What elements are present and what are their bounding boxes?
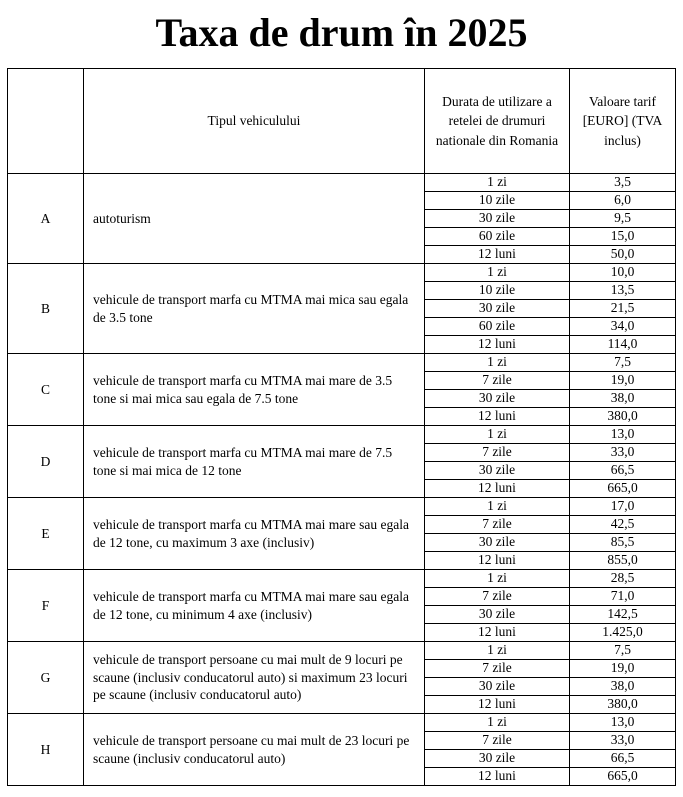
duration-value: 7 zile [425,516,570,534]
duration-value: 30 zile [425,606,570,624]
tariff-value: 142,5 [570,606,676,624]
duration-value: 1 zi [425,426,570,444]
tariff-value: 71,0 [570,588,676,606]
duration-value: 12 luni [425,768,570,786]
duration-value: 1 zi [425,264,570,282]
tariff-table [7,68,676,786]
category-letter: E [8,498,84,570]
duration-value: 1 zi [425,714,570,732]
category-letter: C [8,354,84,426]
tariff-value: 17,0 [570,498,676,516]
tariff-value: 38,0 [570,678,676,696]
table-row [8,174,676,192]
tariff-value: 66,5 [570,750,676,768]
tariff-value: 380,0 [570,696,676,714]
tariff-value: 66,5 [570,462,676,480]
header-duration: Durata de utilizare a retelei de drumuri nationale din Romania [425,69,570,174]
duration-value: 30 zile [425,390,570,408]
tariff-value: 7,5 [570,354,676,372]
category-letter: A [8,174,84,264]
tariff-value: 9,5 [570,210,676,228]
category-letter: G [8,642,84,714]
tariff-value: 38,0 [570,390,676,408]
vehicle-type-description: vehicule de transport marfa cu MTMA mai mare sau egala de 12 tone, cu maximum 3 axe (inclusiv) [84,498,425,570]
tariff-value: 85,5 [570,534,676,552]
duration-value: 10 zile [425,282,570,300]
duration-value: 30 zile [425,750,570,768]
table-row [8,426,676,444]
duration-value: 30 zile [425,210,570,228]
duration-value: 1 zi [425,642,570,660]
duration-value: 7 zile [425,372,570,390]
category-letter: D [8,426,84,498]
table-row [8,642,676,660]
tariff-value: 855,0 [570,552,676,570]
duration-value: 12 luni [425,696,570,714]
duration-value: 60 zile [425,228,570,246]
header-vehicle-type: Tipul vehiculului [84,69,425,174]
header-category [8,69,84,174]
tariff-value: 13,5 [570,282,676,300]
duration-value: 12 luni [425,246,570,264]
tariff-value: 50,0 [570,246,676,264]
duration-value: 12 luni [425,336,570,354]
duration-value: 10 zile [425,192,570,210]
vehicle-type-description: vehicule de transport marfa cu MTMA mai mare de 3.5 tone si mai mica sau egala de 7.5 tone [84,354,425,426]
duration-value: 12 luni [425,552,570,570]
tariff-value: 1.425,0 [570,624,676,642]
vehicle-type-description: vehicule de transport marfa cu MTMA mai mare sau egala de 12 tone, cu minimum 4 axe (inclusiv) [84,570,425,642]
tariff-value: 10,0 [570,264,676,282]
duration-value: 1 zi [425,570,570,588]
tariff-value: 19,0 [570,660,676,678]
table-row [8,354,676,372]
tariff-value: 114,0 [570,336,676,354]
duration-value: 7 zile [425,732,570,750]
tariff-value: 3,5 [570,174,676,192]
table-row [8,264,676,282]
duration-value: 7 zile [425,660,570,678]
duration-value: 30 zile [425,462,570,480]
duration-value: 30 zile [425,534,570,552]
tariff-value: 28,5 [570,570,676,588]
duration-value: 1 zi [425,174,570,192]
tariff-value: 15,0 [570,228,676,246]
category-letter: B [8,264,84,354]
tariff-value: 13,0 [570,714,676,732]
header-value: Valoare tarif [EURO] (TVA inclus) [570,69,676,174]
tariff-value: 665,0 [570,768,676,786]
table-row [8,714,676,732]
vehicle-type-description: vehicule de transport persoane cu mai mult de 9 locuri pe scaune (inclusiv conducatorul auto) si maximum 23 locuri pe scaune (inclusiv conducatorul auto) [84,642,425,714]
duration-value: 7 zile [425,444,570,462]
tariff-table-body [8,174,676,786]
tariff-value: 6,0 [570,192,676,210]
duration-value: 60 zile [425,318,570,336]
duration-value: 12 luni [425,408,570,426]
duration-value: 12 luni [425,480,570,498]
duration-value: 12 luni [425,624,570,642]
duration-value: 30 zile [425,678,570,696]
page-title: Taxa de drum în 2025 [155,10,528,55]
category-letter: H [8,714,84,786]
vehicle-type-description: vehicule de transport persoane cu mai mult de 23 locuri pe scaune (inclusiv conducatorul auto) [84,714,425,786]
duration-value: 7 zile [425,588,570,606]
tariff-value: 21,5 [570,300,676,318]
tariff-value: 7,5 [570,642,676,660]
vehicle-type-description: vehicule de transport marfa cu MTMA mai mica sau egala de 3.5 tone [84,264,425,354]
category-letter: F [8,570,84,642]
vehicle-type-description: vehicule de transport marfa cu MTMA mai mare de 7.5 tone si mai mica de 12 tone [84,426,425,498]
tariff-value: 42,5 [570,516,676,534]
tariff-value: 34,0 [570,318,676,336]
duration-value: 30 zile [425,300,570,318]
tariff-value: 33,0 [570,732,676,750]
tariff-value: 380,0 [570,408,676,426]
table-header-row [8,69,676,174]
tariff-value: 19,0 [570,372,676,390]
duration-value: 1 zi [425,498,570,516]
table-row [8,570,676,588]
vehicle-type-description: autoturism [84,174,425,264]
tariff-value: 33,0 [570,444,676,462]
table-row [8,498,676,516]
tariff-value: 665,0 [570,480,676,498]
duration-value: 1 zi [425,354,570,372]
tariff-value: 13,0 [570,426,676,444]
